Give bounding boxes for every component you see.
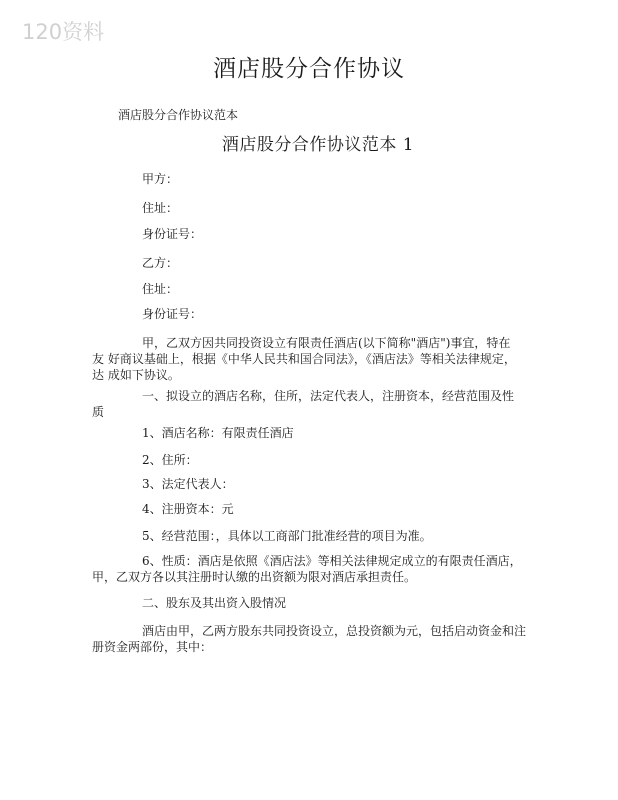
section-2-para-line-2: 册资金两部份，其中： bbox=[92, 640, 213, 654]
document-subtitle: 酒店股分合作协议范本 1 bbox=[221, 135, 415, 155]
intro-paragraph bbox=[92, 335, 532, 383]
field-id-a: 身份证号： bbox=[142, 227, 203, 241]
section-1-item-3: 3、法定代表人： bbox=[142, 477, 234, 491]
field-address-b: 住址： bbox=[142, 282, 179, 296]
section-1-item-5: 5、经营范围：，具体以工商部门批准经营的项目为准。 bbox=[142, 529, 432, 543]
intro-line-2: 友 好商议基础上，根据《中华人民共和国合同法》，《酒店法》等相关法律规定， bbox=[92, 352, 516, 366]
field-id-b: 身份证号： bbox=[142, 307, 203, 321]
section-1-item-2: 2、住所： bbox=[142, 453, 198, 467]
document-title: 酒店股分合作协议 bbox=[213, 56, 405, 82]
section-1-item-6 bbox=[92, 553, 532, 585]
watermark: 120资料 bbox=[22, 20, 105, 44]
section-1-item-4: 4、注册资本：元 bbox=[142, 502, 234, 516]
section-1-item-6-line-2: 甲，乙双方各以其注册时认缴的出资额为限对酒店承担责任。 bbox=[92, 570, 417, 584]
section-1-item-1: 1、酒店名称：有限责任酒店 bbox=[142, 426, 294, 440]
section-2-paragraph bbox=[92, 623, 532, 655]
section-2-para-line-1: 酒店由甲，乙两方股东共同投资设立，总投资额为元，包括启动资金和注 bbox=[142, 624, 527, 638]
section-1-heading-line-2: 质 bbox=[92, 405, 105, 419]
field-address-a: 住址： bbox=[142, 201, 179, 215]
field-party-b: 乙方： bbox=[142, 256, 179, 270]
field-party-a: 甲方： bbox=[142, 172, 179, 186]
document-subtitle-small: 酒店股分合作协议范本 bbox=[118, 108, 239, 122]
intro-line-3: 达 成如下协议。 bbox=[92, 368, 180, 382]
intro-line-1: 甲，乙双方因共同投资设立有限责任酒店(以下简称"酒店")事宜，特在 bbox=[142, 336, 511, 350]
section-1-item-6-line-1: 6、性质：酒店是依照《酒店法》等相关法律规定成立的有限责任酒店， bbox=[142, 554, 522, 568]
section-1-heading bbox=[92, 388, 532, 420]
section-1-heading-line-1: 一、拟设立的酒店名称，住所，法定代表人，注册资本，经营范围及性 bbox=[142, 389, 515, 403]
section-2-heading: 二、股东及其出资入股情况 bbox=[142, 596, 287, 610]
